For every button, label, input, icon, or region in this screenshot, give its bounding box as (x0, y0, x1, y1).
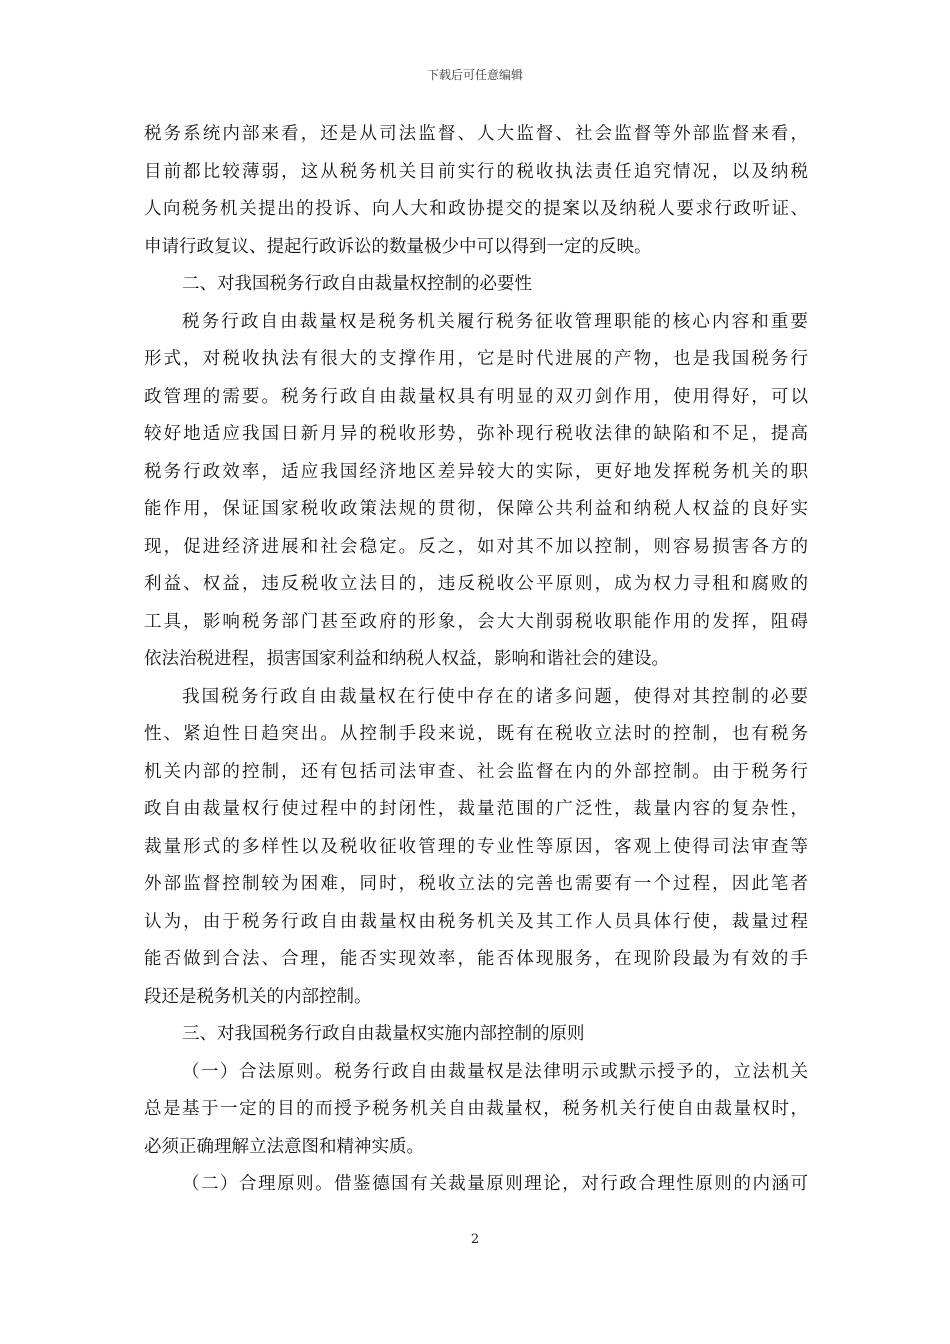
text-line: 税务系统内部来看，还是从司法监督、人大监督、社会监督等外部监督来看， (144, 124, 808, 144)
text-line: 性、紧迫性日趋突出。从控制手段来说，既有在税收立法时的控制，也有税务 (144, 724, 808, 744)
text-line: 外部监督控制较为困难，同时，税收立法的完善也需要有一个过程，因此笔者 (144, 874, 808, 894)
text-line: 申请行政复议、提起行政诉讼的数量极少中可以得到一定的反映。 (144, 236, 652, 257)
text-line: 形式，对税收执法有很大的支撑作用，它是时代进展的产物，也是我国税务行 (144, 349, 808, 369)
text-line: 能否做到合法、合理，能否实现效率，能否体现服务，在现阶段最为有效的手 (144, 949, 808, 969)
text-line: 政自由裁量权行使过程中的封闭性，裁量范围的广泛性，裁量内容的复杂性， (144, 799, 808, 819)
text-line: 能作用，保证国家税收政策法规的贯彻，保障公共利益和纳税人权益的良好实 (144, 499, 808, 519)
page-header: 下载后可任意编辑 (426, 68, 523, 82)
text-line: 机关内部的控制，还有包括司法审查、社会监督在内的外部控制。由于税务行 (144, 761, 808, 782)
text-line: 工具，影响税务部门甚至政府的形象，会大大削弱税收职能作用的发挥，阻碍 (144, 611, 808, 632)
text-line: 认为，由于税务行政自由裁量权由税务机关及其工作人员具体行使，裁量过程 (144, 911, 808, 932)
text-line: 必须正确理解立法意图和精神实质。 (144, 1136, 424, 1157)
text-line: 人向税务机关提出的投诉、向人大和政协提交的提案以及纳税人要求行政听证、 (144, 199, 808, 219)
text-line: 较好地适应我国日新月异的税收形势，弥补现行税收法律的缺陷和不足，提高 (144, 424, 808, 444)
text-line: 裁量形式的多样性以及税收征收管理的专业性等原因，客观上使得司法审查等 (144, 836, 808, 857)
document-body (144, 116, 808, 1204)
page-number: 2 (470, 1232, 480, 1247)
text-line: 总是基于一定的目的而授予税务机关自由裁量权，税务机关行使自由裁量权时， (144, 1099, 808, 1119)
text-line: 政管理的需要。税务行政自由裁量权具有明显的双刃剑作用，使用得好，可以 (144, 386, 808, 407)
text-line: 利益、权益，违反税收立法目的，违反税收公平原则，成为权力寻租和腐败的 (144, 574, 808, 594)
text-line: 二、对我国税务行政自由裁量权控制的必要性 (182, 274, 532, 294)
text-line: 目前都比较薄弱，这从税务机关目前实行的税收执法责任追究情况，以及纳税 (144, 161, 808, 182)
text-line: 依法治税进程，损害国家利益和纳税人权益，影响和谐社会的建设。 (144, 649, 669, 669)
text-line: （二）合理原则。借鉴德国有关裁量原则理论，对行政合理性原则的内涵可 (182, 1174, 808, 1194)
text-line: （一）合法原则。税务行政自由裁量权是法律明示或默示授予的，立法机关 (182, 1061, 808, 1082)
text-line: 段还是税务机关的内部控制。 (144, 986, 372, 1007)
text-line: 税务行政效率，适应我国经济地区差异较大的实际，更好地发挥税务机关的职 (144, 461, 808, 482)
text-line: 我国税务行政自由裁量权在行使中存在的诸多问题，使得对其控制的必要 (182, 686, 808, 707)
text-line: 现，促进经济进展和社会稳定。反之，如对其不加以控制，则容易损害各方的 (144, 536, 808, 557)
text-line: 税务行政自由裁量权是税务机关履行税务征收管理职能的核心内容和重要 (182, 311, 808, 332)
text-line: 三、对我国税务行政自由裁量权实施内部控制的原则 (182, 1024, 585, 1044)
